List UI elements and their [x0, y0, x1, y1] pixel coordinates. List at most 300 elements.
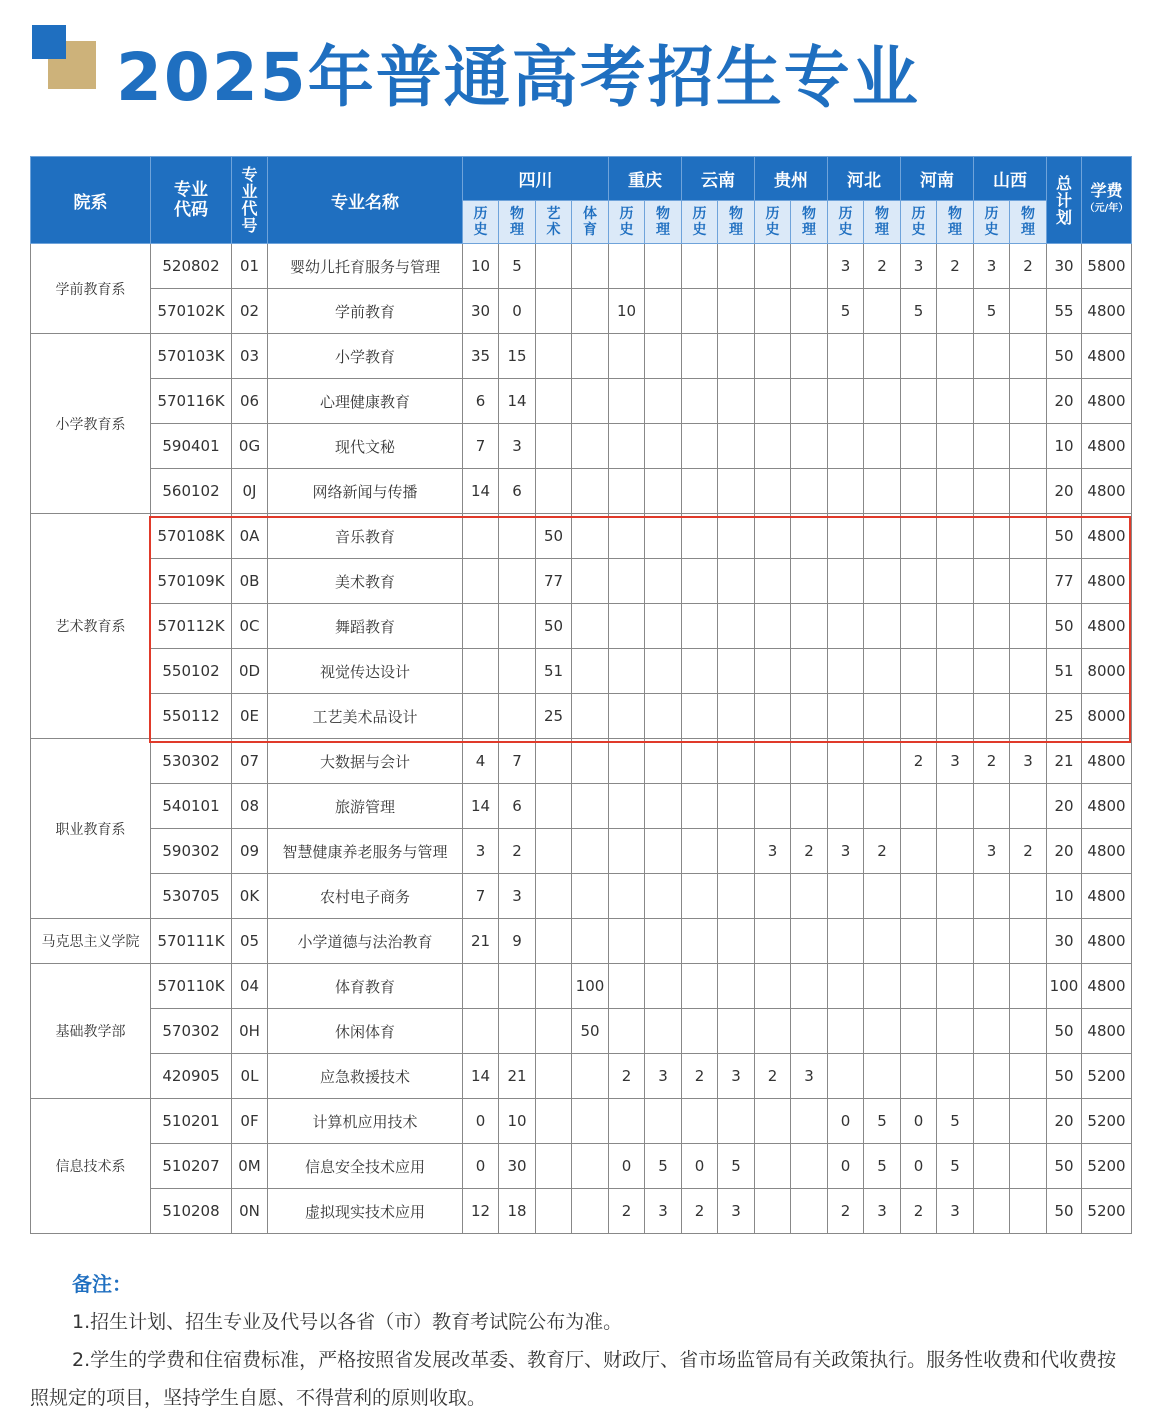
quota-cell [974, 604, 1010, 649]
table-row [31, 829, 1132, 874]
quota-cell [864, 289, 901, 334]
quota-cell [609, 874, 645, 919]
quota-cell [572, 829, 609, 874]
quota-cell: 77 [536, 559, 572, 604]
quota-cell [974, 874, 1010, 919]
fee-cell: 4800 [1082, 874, 1132, 919]
quota-cell [645, 604, 682, 649]
total-cell: 55 [1047, 289, 1082, 334]
quota-cell [755, 334, 791, 379]
quota-cell [1010, 964, 1047, 1009]
total-cell: 50 [1047, 334, 1082, 379]
quota-cell [755, 1144, 791, 1189]
major-name-cell: 旅游管理 [268, 784, 463, 829]
major-num-cell: 0F [232, 1099, 268, 1144]
quota-cell [609, 334, 645, 379]
quota-cell [901, 1054, 937, 1099]
quota-cell: 0 [499, 289, 536, 334]
quota-cell: 2 [682, 1189, 718, 1234]
quota-cell [1010, 1009, 1047, 1054]
fee-cell: 5200 [1082, 1099, 1132, 1144]
quota-cell [937, 919, 974, 964]
dept-cell: 艺术教育系 [31, 514, 151, 739]
quota-cell [791, 874, 828, 919]
quota-cell [828, 1054, 864, 1099]
quota-cell [901, 784, 937, 829]
quota-cell [718, 919, 755, 964]
quota-cell [645, 379, 682, 424]
quota-cell [1010, 289, 1047, 334]
quota-cell [1010, 1054, 1047, 1099]
fee-cell: 4800 [1082, 1009, 1132, 1054]
major-num-cell: 0B [232, 559, 268, 604]
quota-cell [755, 244, 791, 289]
quota-cell: 0 [828, 1144, 864, 1189]
major-code-cell: 530705 [151, 874, 232, 919]
major-name-cell: 信息安全技术应用 [268, 1144, 463, 1189]
quota-cell [1010, 334, 1047, 379]
quota-cell [682, 784, 718, 829]
quota-cell: 3 [499, 424, 536, 469]
quota-cell [645, 559, 682, 604]
major-name-cell: 休闲体育 [268, 1009, 463, 1054]
major-code-cell: 570109K [151, 559, 232, 604]
sub-shanxi-history: 历 史 [974, 201, 1010, 244]
quota-cell [937, 469, 974, 514]
quota-cell: 2 [1010, 244, 1047, 289]
quota-cell [718, 469, 755, 514]
quota-cell: 2 [499, 829, 536, 874]
major-code-cell: 510207 [151, 1144, 232, 1189]
quota-cell [572, 379, 609, 424]
quota-cell [901, 424, 937, 469]
quota-cell [937, 1009, 974, 1054]
major-name-cell: 计算机应用技术 [268, 1099, 463, 1144]
sub-shanxi-physics: 物 理 [1010, 201, 1047, 244]
quota-cell [572, 604, 609, 649]
quota-cell [645, 424, 682, 469]
major-num-cell: 0K [232, 874, 268, 919]
quota-cell [572, 649, 609, 694]
header-name: 专业名称 [268, 157, 463, 244]
quota-cell [864, 694, 901, 739]
fee-cell: 4800 [1082, 964, 1132, 1009]
quota-cell: 35 [463, 334, 499, 379]
quota-cell [682, 1009, 718, 1054]
quota-cell: 30 [499, 1144, 536, 1189]
major-num-cell: 01 [232, 244, 268, 289]
quota-cell: 2 [1010, 829, 1047, 874]
quota-cell [1010, 379, 1047, 424]
quota-cell [499, 964, 536, 1009]
total-cell: 20 [1047, 379, 1082, 424]
quota-cell [901, 694, 937, 739]
fee-cell: 4800 [1082, 919, 1132, 964]
total-cell: 30 [1047, 919, 1082, 964]
major-code-cell: 570111K [151, 919, 232, 964]
quota-cell [828, 739, 864, 784]
quota-cell [463, 964, 499, 1009]
quota-cell: 2 [609, 1054, 645, 1099]
sub-hebei-history: 历 史 [828, 201, 864, 244]
quota-cell [1010, 559, 1047, 604]
quota-cell [791, 514, 828, 559]
quota-cell: 2 [901, 739, 937, 784]
dept-cell: 职业教育系 [31, 739, 151, 919]
table-body [31, 244, 1132, 1234]
sub-hebei-physics: 物 理 [864, 201, 901, 244]
quota-cell [901, 829, 937, 874]
major-name-cell: 婴幼儿托育服务与管理 [268, 244, 463, 289]
quota-cell [1010, 514, 1047, 559]
quota-cell: 18 [499, 1189, 536, 1234]
header-province-chongqing: 重庆 [609, 157, 682, 201]
major-code-cell: 510208 [151, 1189, 232, 1234]
quota-cell [901, 649, 937, 694]
quota-cell [609, 514, 645, 559]
quota-cell [937, 649, 974, 694]
quota-cell [937, 1054, 974, 1099]
quota-cell: 6 [463, 379, 499, 424]
quota-cell [609, 379, 645, 424]
quota-cell [499, 1009, 536, 1054]
major-num-cell: 0G [232, 424, 268, 469]
quota-cell [682, 919, 718, 964]
quota-cell [901, 874, 937, 919]
quota-cell: 5 [864, 1099, 901, 1144]
quota-cell: 3 [463, 829, 499, 874]
quota-cell [1010, 694, 1047, 739]
major-num-cell: 03 [232, 334, 268, 379]
major-code-cell: 590302 [151, 829, 232, 874]
total-cell: 20 [1047, 784, 1082, 829]
quota-cell [864, 514, 901, 559]
quota-cell [755, 964, 791, 1009]
quota-cell: 2 [828, 1189, 864, 1234]
quota-cell: 50 [536, 604, 572, 649]
quota-cell: 15 [499, 334, 536, 379]
quota-cell [791, 559, 828, 604]
quota-cell [536, 1009, 572, 1054]
dept-cell: 基础教学部 [31, 964, 151, 1099]
quota-cell [463, 694, 499, 739]
quota-cell [536, 1099, 572, 1144]
quota-cell: 0 [828, 1099, 864, 1144]
quota-cell [572, 1054, 609, 1099]
quota-cell [791, 604, 828, 649]
quota-cell [937, 334, 974, 379]
quota-cell [609, 919, 645, 964]
quota-cell [791, 244, 828, 289]
quota-cell [718, 514, 755, 559]
quota-cell [572, 694, 609, 739]
quota-cell [974, 469, 1010, 514]
total-cell: 50 [1047, 1144, 1082, 1189]
major-num-cell: 0D [232, 649, 268, 694]
quota-cell [645, 514, 682, 559]
quota-cell [572, 244, 609, 289]
major-code-cell: 570108K [151, 514, 232, 559]
major-num-cell: 08 [232, 784, 268, 829]
quota-cell [755, 784, 791, 829]
major-name-cell: 大数据与会计 [268, 739, 463, 784]
quota-cell [864, 469, 901, 514]
quota-cell [755, 739, 791, 784]
total-cell: 10 [1047, 874, 1082, 919]
major-name-cell: 体育教育 [268, 964, 463, 1009]
major-num-cell: 02 [232, 289, 268, 334]
quota-cell [463, 649, 499, 694]
sub-sichuan-art: 艺 术 [536, 201, 572, 244]
logo-mark [0, 0, 110, 100]
major-num-cell: 07 [232, 739, 268, 784]
fee-cell: 4800 [1082, 514, 1132, 559]
quota-cell [609, 1009, 645, 1054]
note-item-1: 1.招生计划、招生专业及代号以各省（市）教育考试院公布为准。 [72, 1311, 623, 1333]
quota-cell: 6 [499, 784, 536, 829]
major-num-cell: 06 [232, 379, 268, 424]
quota-cell [937, 559, 974, 604]
quota-cell [755, 649, 791, 694]
total-cell: 20 [1047, 1099, 1082, 1144]
quota-cell [682, 469, 718, 514]
quota-cell: 3 [974, 829, 1010, 874]
fee-cell: 5200 [1082, 1189, 1132, 1234]
quota-cell [755, 1099, 791, 1144]
quota-cell [901, 334, 937, 379]
quota-cell [572, 1144, 609, 1189]
quota-cell: 7 [499, 739, 536, 784]
quota-cell [645, 829, 682, 874]
quota-cell [718, 604, 755, 649]
quota-cell [645, 874, 682, 919]
sub-henan-physics: 物 理 [937, 201, 974, 244]
quota-cell [901, 604, 937, 649]
total-cell: 50 [1047, 604, 1082, 649]
major-num-cell: 0E [232, 694, 268, 739]
quota-cell [1010, 604, 1047, 649]
quota-cell [718, 874, 755, 919]
quota-cell [864, 559, 901, 604]
quota-cell [718, 334, 755, 379]
enrollment-table [30, 156, 1132, 1234]
quota-cell: 7 [463, 424, 499, 469]
quota-cell [609, 694, 645, 739]
table-row [31, 244, 1132, 289]
quota-cell [682, 694, 718, 739]
total-cell: 50 [1047, 514, 1082, 559]
quota-cell [755, 874, 791, 919]
table-row [31, 289, 1132, 334]
quota-cell [645, 694, 682, 739]
quota-cell [609, 784, 645, 829]
quota-cell [718, 244, 755, 289]
quota-cell [499, 604, 536, 649]
page-title: 2025年普通高考招生专业 [116, 39, 920, 116]
quota-cell [572, 1189, 609, 1234]
table-row [31, 514, 1132, 559]
quota-cell [755, 919, 791, 964]
table-row [31, 739, 1132, 784]
quota-cell: 50 [572, 1009, 609, 1054]
quota-cell [682, 244, 718, 289]
quota-cell: 12 [463, 1189, 499, 1234]
dept-cell: 马克思主义学院 [31, 919, 151, 964]
quota-cell [572, 469, 609, 514]
quota-cell [536, 784, 572, 829]
total-cell: 51 [1047, 649, 1082, 694]
major-num-cell: 05 [232, 919, 268, 964]
major-code-cell: 590401 [151, 424, 232, 469]
quota-cell [864, 964, 901, 1009]
quota-cell [682, 1099, 718, 1144]
quota-cell [974, 964, 1010, 1009]
quota-cell [974, 784, 1010, 829]
fee-cell: 4800 [1082, 289, 1132, 334]
quota-cell: 100 [572, 964, 609, 1009]
quota-cell [791, 1144, 828, 1189]
quota-cell [864, 739, 901, 784]
table-row [31, 379, 1132, 424]
quota-cell [864, 1009, 901, 1054]
quota-cell [864, 1054, 901, 1099]
header-code: 专业 代码 [151, 157, 232, 244]
major-name-cell: 小学道德与法治教育 [268, 919, 463, 964]
total-cell: 10 [1047, 424, 1082, 469]
quota-cell [828, 694, 864, 739]
major-code-cell: 570110K [151, 964, 232, 1009]
quota-cell [755, 1009, 791, 1054]
fee-cell: 4800 [1082, 379, 1132, 424]
quota-cell [791, 649, 828, 694]
notes-heading: 备注： [72, 1272, 132, 1296]
major-code-cell: 570103K [151, 334, 232, 379]
quota-cell: 5 [937, 1099, 974, 1144]
quota-cell [791, 919, 828, 964]
quota-cell [682, 964, 718, 1009]
quota-cell [974, 514, 1010, 559]
major-code-cell: 570102K [151, 289, 232, 334]
major-name-cell: 心理健康教育 [268, 379, 463, 424]
quota-cell [499, 559, 536, 604]
table-row [31, 874, 1132, 919]
quota-cell [718, 739, 755, 784]
quota-cell [682, 604, 718, 649]
quota-cell [536, 379, 572, 424]
quota-cell [1010, 874, 1047, 919]
quota-cell [718, 559, 755, 604]
quota-cell: 14 [463, 469, 499, 514]
quota-cell [645, 289, 682, 334]
quota-cell [974, 1099, 1010, 1144]
total-cell: 50 [1047, 1009, 1082, 1054]
quota-cell [1010, 1144, 1047, 1189]
quota-cell [536, 289, 572, 334]
quota-cell [828, 784, 864, 829]
major-code-cell: 570302 [151, 1009, 232, 1054]
major-num-cell: 0C [232, 604, 268, 649]
quota-cell [864, 649, 901, 694]
table-row [31, 559, 1132, 604]
quota-cell [718, 694, 755, 739]
quota-cell [864, 334, 901, 379]
quota-cell [937, 424, 974, 469]
major-num-cell: 04 [232, 964, 268, 1009]
quota-cell: 4 [463, 739, 499, 784]
quota-cell [791, 784, 828, 829]
quota-cell [791, 1009, 828, 1054]
quota-cell [609, 829, 645, 874]
quota-cell: 5 [718, 1144, 755, 1189]
quota-cell [718, 1009, 755, 1054]
quota-cell [718, 1099, 755, 1144]
major-code-cell: 570112K [151, 604, 232, 649]
quota-cell [1010, 919, 1047, 964]
quota-cell: 0 [609, 1144, 645, 1189]
quota-cell [718, 649, 755, 694]
header-dept: 院系 [31, 157, 151, 244]
quota-cell [682, 559, 718, 604]
major-num-cell: 0L [232, 1054, 268, 1099]
major-name-cell: 音乐教育 [268, 514, 463, 559]
quota-cell: 0 [901, 1144, 937, 1189]
quota-cell [682, 829, 718, 874]
quota-cell [572, 334, 609, 379]
header-province-henan: 河南 [901, 157, 974, 201]
quota-cell [536, 964, 572, 1009]
header-province-hebei: 河北 [828, 157, 901, 201]
quota-cell [828, 874, 864, 919]
quota-cell: 10 [463, 244, 499, 289]
table-row [31, 334, 1132, 379]
quota-cell [901, 1009, 937, 1054]
quota-cell [609, 559, 645, 604]
quota-cell [755, 379, 791, 424]
quota-cell [645, 784, 682, 829]
table-row [31, 919, 1132, 964]
quota-cell [791, 379, 828, 424]
quota-cell: 2 [791, 829, 828, 874]
dept-cell: 学前教育系 [31, 244, 151, 334]
quota-cell [901, 469, 937, 514]
total-cell: 21 [1047, 739, 1082, 784]
quota-cell: 5 [499, 244, 536, 289]
major-code-cell: 560102 [151, 469, 232, 514]
quota-cell: 51 [536, 649, 572, 694]
quota-cell [609, 604, 645, 649]
quota-cell: 2 [937, 244, 974, 289]
quota-cell [609, 469, 645, 514]
quota-cell: 3 [791, 1054, 828, 1099]
quota-cell [937, 874, 974, 919]
quota-cell [609, 739, 645, 784]
quota-cell [536, 1189, 572, 1234]
quota-cell: 3 [718, 1189, 755, 1234]
total-cell: 77 [1047, 559, 1082, 604]
quota-cell [572, 739, 609, 784]
quota-cell: 21 [463, 919, 499, 964]
major-name-cell: 美术教育 [268, 559, 463, 604]
quota-cell: 0 [463, 1099, 499, 1144]
quota-cell [755, 289, 791, 334]
notes-section [30, 1265, 1135, 1417]
quota-cell [828, 1009, 864, 1054]
quota-cell [755, 469, 791, 514]
quota-cell: 2 [609, 1189, 645, 1234]
quota-cell [682, 289, 718, 334]
quota-cell: 3 [828, 244, 864, 289]
quota-cell [901, 379, 937, 424]
